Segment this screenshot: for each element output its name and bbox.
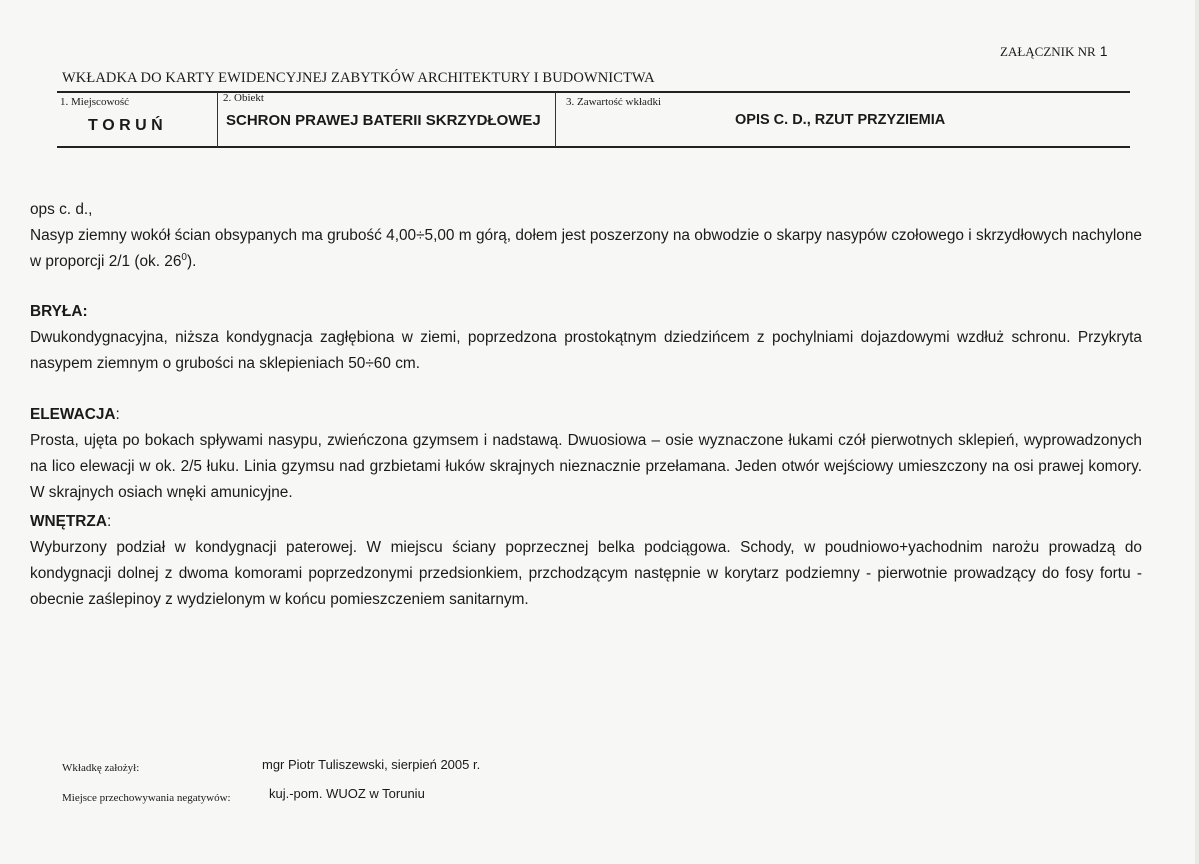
section-bryla: [30, 299, 1142, 377]
section-wnetrza: [30, 509, 1142, 613]
annex-label: ZAŁĄCZNIK NR: [1000, 44, 1096, 59]
section-elewacja: [30, 402, 1142, 506]
section-heading: [30, 402, 1142, 428]
locality-value: T O R U Ń: [88, 117, 163, 134]
object-value: SCHRON PRAWEJ BATERII SKRZYDŁOWEJ: [226, 112, 541, 129]
degree-sup: 0: [181, 251, 187, 263]
header-divider-1: [217, 92, 218, 147]
author-value: mgr Piotr Tuliszewski, sierpień 2005 r.: [262, 757, 481, 772]
author-label: Wkładkę założył:: [62, 762, 140, 774]
section-heading: [30, 509, 1142, 535]
storage-label: Miejsce przechowywania negatywów:: [62, 792, 231, 804]
intro-paragraph: [30, 223, 1142, 275]
object-label: 2. Obiekt: [223, 92, 264, 104]
annex-number: 1: [1099, 43, 1108, 59]
intro-line: ops c. d.,: [30, 201, 93, 218]
header-divider-2: [555, 92, 556, 147]
locality-label: 1. Miejscowość: [60, 96, 130, 108]
annex-marker: [1000, 43, 1107, 60]
heading-text: WNĘTRZA: [30, 513, 107, 530]
contents-label: 3. Zawartość wkładki: [566, 96, 661, 108]
section-heading: BRYŁA:: [30, 303, 88, 320]
intro-block: [30, 197, 1142, 275]
heading-text: ELEWACJA: [30, 406, 116, 423]
intro-text: Nasyp ziemny wokół ścian obsypanych ma grubość 4,00÷5,00 m górą, dołem jest poszerzony na obwodzie o skarpy nasypów czołowego i skrzydłowych nachylone w proporcji 2/1 (ok. 26: [30, 227, 1142, 270]
page-edge: [1195, 0, 1199, 864]
form-title: WKŁADKA DO KARTY EWIDENCYJNEJ ZABYTKÓW ARCHITEKTURY I BUDOWNICTWA: [62, 70, 655, 86]
intro-end: ).: [186, 253, 197, 270]
storage-value: kuj.-pom. WUOZ w Toruniu: [269, 786, 425, 801]
section-text: Prosta, ujęta po bokach spływami nasypu, zwieńczona gzymsem i nadstawą. Dwuosiowa – osie wyznaczone łukami czół pierwotnych sklepień, wyprowadzonych na lico elewacji w ok. 2/5 łuku. Linia gzymsu nad grzbietami łuków skrajnych nieznacznie przełamana. Jeden otwór wejściowy umieszczony na osi prawej komory. W skrajnych osiach wnęki amunicyjne.: [30, 432, 1142, 501]
contents-value: OPIS C. D., RZUT PRZYZIEMIA: [735, 112, 946, 128]
section-text: Dwukondygnacyjna, niższa kondygnacja zagłębiona w ziemi, poprzedzona prostokątnym dziedzińcem z pochylniami dojazdowymi wzdłuż schronu. Przykryta nasypem ziemnym o grubości na sklepieniach 50÷60 cm.: [30, 329, 1142, 372]
heading-colon: :: [106, 513, 112, 530]
section-text: Wyburzony podział w kondygnacji paterowej. W miejscu ściany poprzecznej belka podciągowa. Schody, w poudniowo+yachodnim narożu prowadzą do kondygnacji dolnej z dwoma komorami poprzedzonymi przedsionkiem, przchodzącym następnie w korytarz podziemny - pierwotnie prowadzący do fosy fortu - obecnie zaślepinoy z wydzielonym w końcu pomieszczeniem sanitarnym.: [30, 539, 1142, 608]
heading-colon: :: [115, 406, 120, 423]
